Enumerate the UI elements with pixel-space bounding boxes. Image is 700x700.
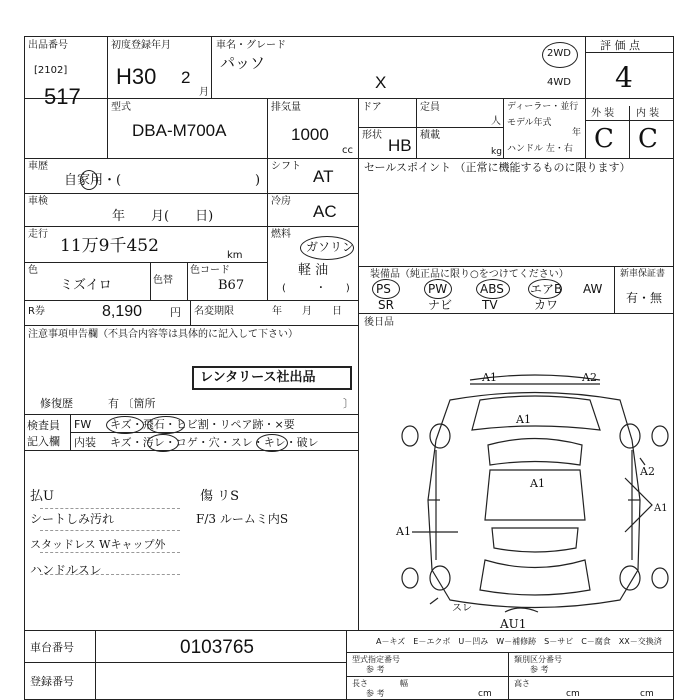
length-label: 長さ — [352, 679, 368, 688]
post-items-label: 後日品 — [364, 317, 394, 328]
disp-label: 排気量 — [271, 102, 301, 113]
inspect-inner: 内装 — [74, 436, 96, 449]
mark-a1-left: A1 — [396, 525, 411, 538]
note-right-1: 傷 リS — [200, 489, 240, 504]
mileage-label: 走行 — [28, 229, 48, 240]
divider — [24, 630, 674, 631]
model-year-label: モデル年式 — [507, 118, 552, 128]
drive-2wd: 2WD — [547, 48, 571, 59]
car-name: パッソ — [220, 54, 266, 72]
class-label: 類別区分番号 — [514, 655, 562, 664]
ac-label: 冷房 — [271, 196, 291, 207]
name-change-value: 年 月 日 — [272, 306, 342, 317]
width-unit: cm — [566, 689, 580, 699]
load-label: 積載 — [420, 130, 440, 141]
equip-sr: SR — [378, 298, 394, 312]
mark-a1-right: A1 — [654, 503, 668, 514]
disp-unit: cc — [342, 145, 353, 156]
divider — [24, 662, 346, 663]
type-spec-label: 型式指定番号 — [352, 655, 400, 664]
type-value: DBA-M700A — [132, 121, 227, 140]
divider — [95, 630, 96, 700]
history-value: 自家用・( — [64, 173, 122, 188]
recycle-unit: 円 — [170, 306, 181, 319]
height-label: 高さ — [514, 679, 530, 688]
name-change-label: 名変期限 — [194, 306, 234, 317]
shape-value: HB — [388, 136, 412, 155]
era-year: H30 — [116, 64, 157, 89]
note-left-2: シートしみ汚れ — [30, 512, 115, 526]
car-name-label: 車名・グレード — [216, 40, 286, 51]
length-ref: 参 考 — [366, 689, 385, 698]
fuel-label: 燃料 — [271, 229, 291, 240]
mark-a1-top: A1 — [482, 371, 497, 384]
notes-label: 注意事項申告欄（不具合内容等は具体的に記入して下さい） — [28, 329, 298, 340]
repair-label: 修復歴 — [40, 397, 73, 410]
disp-value: 1000 — [291, 125, 329, 144]
width-label: 幅 — [400, 679, 408, 688]
type-spec-ref: 参 考 — [366, 665, 385, 674]
year-unit: 年 — [572, 128, 582, 138]
interior-score: C — [638, 124, 658, 154]
shift-label: シフト — [271, 161, 301, 172]
mark-scuff: スレ — [452, 603, 472, 614]
registration-label: 登録番号 — [30, 675, 74, 688]
lot-number: 517 — [44, 84, 81, 109]
color-code-value: B67 — [218, 278, 245, 293]
mark-a2-side: A2 — [640, 465, 655, 478]
note-left-3: スタッドレス Wキャップ外 — [30, 538, 166, 551]
color-code-label: 色コード — [190, 265, 230, 276]
inspection-value: 年 月( 日) — [112, 209, 214, 224]
color-change-label: 色替 — [153, 275, 173, 286]
warranty-value: 有・無 — [626, 291, 663, 305]
history-close: ) — [255, 173, 261, 188]
repair-close: 〕 — [343, 397, 354, 410]
height-unit: cm — [640, 689, 654, 699]
inspection-label: 車検 — [28, 196, 48, 207]
mark-a1-hood: A1 — [516, 413, 531, 426]
equip-ps: PS — [376, 282, 391, 296]
reg-month: 2 — [181, 68, 191, 87]
divider — [346, 676, 674, 677]
equip-abs: ABS — [480, 282, 504, 296]
history-label: 車歴 — [28, 161, 48, 172]
lot-label: 出品番号 — [28, 40, 68, 51]
fuel-diesel: 軽 油 — [298, 263, 329, 278]
type-label: 型式 — [111, 102, 131, 113]
mark-a2-top: A2 — [582, 371, 597, 384]
damage-legend: A－キズ E－エクボ U－凹み W－補修跡 S－サビ C－腐食 XX－交換済 — [376, 637, 662, 646]
shift-value: AT — [313, 167, 334, 186]
ac-value: AC — [313, 202, 337, 221]
dealer-label: ディーラー・並行 — [507, 102, 579, 112]
chassis-label: 車台番号 — [30, 641, 74, 654]
equip-pw: PW — [428, 282, 448, 296]
score: 4 — [615, 61, 633, 94]
equip-airbag: エアB — [530, 282, 563, 296]
divider — [346, 652, 674, 653]
divider — [346, 630, 347, 700]
inspect-fw: FW — [74, 418, 92, 431]
score-label: 評 価 点 — [600, 39, 640, 52]
grade: X — [375, 73, 387, 92]
exterior-score: C — [594, 124, 614, 154]
note-left-1: 払U — [30, 489, 54, 504]
chassis-value: 0103765 — [180, 637, 254, 658]
exterior-label: 外 装 — [591, 108, 615, 119]
rental-stamp-text: レンタリース社出品 — [200, 370, 316, 385]
mileage-value: 11万9千452 — [60, 236, 159, 256]
equip-tv: TV — [482, 298, 498, 312]
fuel-gas: ガソリン — [306, 240, 355, 254]
color-label: 色 — [28, 265, 38, 276]
inspect-row1: キズ・飛石・ヒビ割・リペア跡・×要 — [110, 418, 295, 431]
inspector-label-1: 検査員 — [27, 419, 60, 432]
equip-aw: AW — [583, 282, 603, 296]
interior-label: 内 装 — [636, 108, 660, 119]
sales-point-label: セールスポイント （正常に機能するものに限ります） — [364, 161, 631, 174]
load-unit: kg — [491, 147, 502, 157]
fuel-other: ( ・ ) — [282, 283, 350, 294]
inspector-label-2: 記入欄 — [27, 435, 60, 448]
equipment-label: 装備品（純正品に限り○をつけてください） — [370, 269, 569, 280]
door-label: ドア — [362, 102, 382, 113]
handle-label: ハンドル 左・右 — [507, 144, 573, 154]
length-unit: cm — [478, 689, 492, 699]
month-unit: 月 — [199, 87, 209, 98]
color-value: ミズイロ — [60, 278, 112, 293]
capacity-label: 定員 — [420, 102, 440, 113]
drive-4wd: 4WD — [547, 77, 571, 88]
class-ref: 参 考 — [530, 665, 549, 674]
equip-navi: ナビ — [428, 298, 453, 312]
lot-sub: [2102] — [34, 65, 68, 76]
inspect-row2: キズ・汚レ・コゲ・穴・スレ・キレ・破レ — [110, 436, 319, 449]
warranty-label: 新車保証書 — [620, 269, 666, 279]
recycle-value: 8,190 — [102, 303, 143, 320]
equip-leather: カワ — [534, 298, 559, 312]
first-reg-label: 初度登録年月 — [111, 40, 171, 51]
note-right-2: F/3 ルームミ内S — [196, 512, 289, 526]
mark-a1-roof: A1 — [530, 477, 545, 490]
note-left-4: ハンドルスレ — [30, 563, 102, 577]
recycle-label: R券 — [28, 306, 45, 317]
shape-label: 形状 — [362, 130, 382, 141]
mark-au1: AU1 — [500, 617, 527, 631]
mileage-unit: km — [227, 250, 243, 261]
capacity-unit: 人 — [491, 116, 501, 127]
repair-value: 有 〔箇所 — [108, 397, 156, 410]
